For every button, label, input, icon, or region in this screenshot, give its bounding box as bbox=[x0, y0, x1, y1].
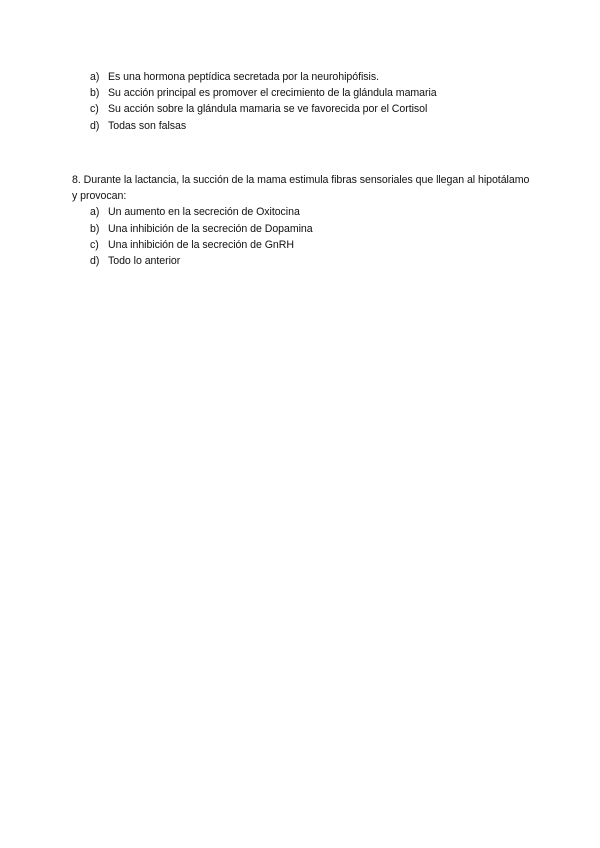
previous-question-options bbox=[72, 69, 532, 134]
option-text: Todo lo anterior bbox=[108, 255, 181, 268]
option-marker: a) bbox=[90, 206, 100, 219]
option-text: Su acción principal es promover el crecimiento de la glándula mamaria bbox=[108, 87, 437, 100]
option-b bbox=[72, 85, 532, 101]
option-c bbox=[72, 101, 532, 117]
option-marker: d) bbox=[90, 119, 100, 132]
option-text: Un aumento en la secreción de Oxitocina bbox=[108, 206, 300, 219]
option-b bbox=[72, 221, 532, 237]
option-text: Es una hormona peptídica secretada por la neurohipófisis. bbox=[108, 71, 379, 83]
option-text: Todas son falsas bbox=[108, 119, 187, 132]
option-marker: c) bbox=[90, 238, 99, 251]
option-d bbox=[72, 253, 532, 269]
option-marker: d) bbox=[90, 255, 100, 268]
question-8-block bbox=[72, 172, 532, 269]
option-marker: a) bbox=[90, 71, 100, 83]
option-a bbox=[72, 69, 532, 85]
previous-question-block bbox=[72, 69, 532, 134]
option-c bbox=[72, 237, 532, 253]
question-8-text: 8. Durante la lactancia, la succión de la mama estimula fibras sensoriales que llegan al hipotálamo y provocan: bbox=[72, 174, 530, 203]
option-text: Una inhibición de la secreción de GnRH bbox=[108, 238, 294, 251]
option-marker: b) bbox=[90, 87, 100, 100]
option-text: Su acción sobre la glándula mamaria se ve favorecida por el Cortisol bbox=[108, 103, 428, 116]
option-d bbox=[72, 118, 532, 134]
option-text: Una inhibición de la secreción de Dopamina bbox=[108, 222, 313, 235]
option-marker: b) bbox=[90, 222, 100, 235]
question-8-options bbox=[72, 204, 532, 269]
option-a bbox=[72, 204, 532, 220]
option-marker: c) bbox=[90, 103, 99, 116]
